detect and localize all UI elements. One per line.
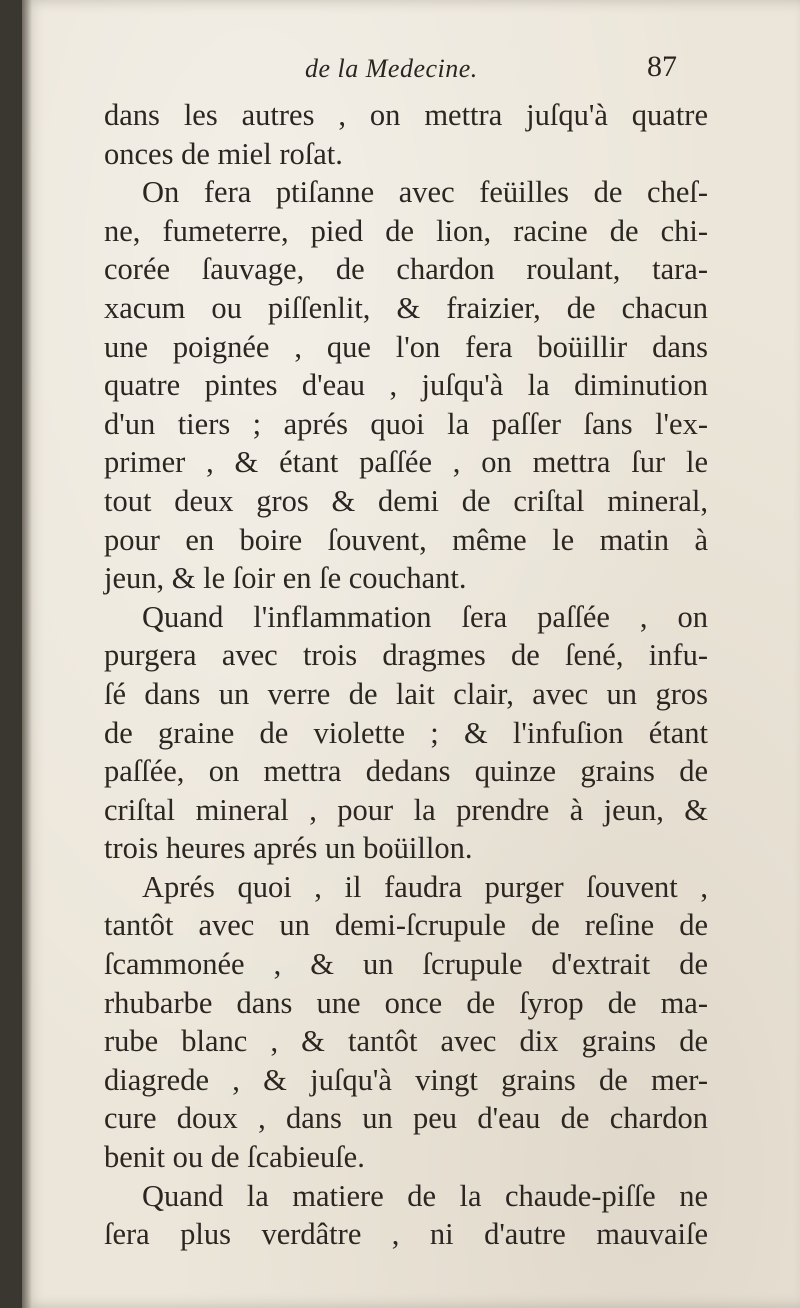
text-line: pour en boire ſouvent, même le matin à	[104, 522, 708, 557]
text-line: purgera avec trois dragmes de ſené, infu-	[104, 638, 708, 673]
text-line: ſera plus verdâtre , ni d'autre mauvaiſe	[104, 1217, 708, 1252]
text-line: dans les autres , on mettra juſqu'à quatre	[104, 98, 708, 132]
text-line: une poignée , que l'on fera boüillir dans	[104, 329, 708, 364]
text-line: cure doux , dans un peu d'eau de chardon	[104, 1101, 708, 1136]
text-line: quatre pintes d'eau , juſqu'à la diminution	[104, 368, 708, 403]
text-line: rube blanc , & tantôt avec dix grains de	[104, 1024, 708, 1059]
text-line: xacum ou piſſenlit, & fraizier, de chacun	[104, 290, 708, 325]
text-line: rhubarbe dans une once de ſyrop de ma-	[104, 985, 708, 1020]
text-line: diagrede , & juſqu'à vingt grains de mer-	[104, 1062, 708, 1097]
text-line: trois heures aprés un boüillon.	[104, 831, 473, 866]
text-line: corée ſauvage, de chardon roulant, tara-	[104, 252, 708, 287]
running-title: de la Medecine.	[305, 54, 478, 83]
body-text	[104, 96, 708, 1254]
text-line: onces de miel roſat.	[104, 136, 343, 171]
text-line: paſſée, on mettra dedans quinze grains de	[104, 754, 708, 789]
text-line: On fera ptiſanne avec feüilles de cheſ-	[142, 175, 708, 210]
text-line: benit ou de ſcabieuſe.	[104, 1140, 365, 1175]
page-number: 87	[647, 50, 677, 83]
page-gutter-shadow	[22, 0, 32, 1308]
text-line: tantôt avec un demi-ſcrupule de reſine de	[104, 908, 708, 943]
text-line: ſé dans un verre de lait clair, avec un gros	[104, 676, 708, 711]
text-line: de graine de violette ; & l'infuſion étant	[104, 715, 708, 750]
text-line: ſcammonée , & un ſcrupule d'extrait de	[104, 947, 708, 982]
text-line: ne, fumeterre, pied de lion, racine de chi-	[104, 213, 708, 248]
text-line: d'un tiers ; aprés quoi la paſſer ſans l'ex-	[104, 406, 708, 441]
text-line: jeun, & le ſoir en ſe couchant.	[104, 561, 467, 596]
text-line: Aprés quoi , il faudra purger ſouvent ,	[142, 869, 708, 904]
text-line: tout deux gros & demi de criſtal mineral,	[104, 483, 708, 518]
text-line: Quand l'inflammation ſera paſſée , on	[142, 599, 708, 634]
text-line: Quand la matiere de la chaude-piſſe ne	[142, 1178, 708, 1213]
text-line: primer , & étant paſſée , on mettra ſur le	[104, 445, 708, 480]
page-header	[305, 50, 705, 90]
text-line: criſtal mineral , pour la prendre à jeun, &	[104, 792, 708, 827]
